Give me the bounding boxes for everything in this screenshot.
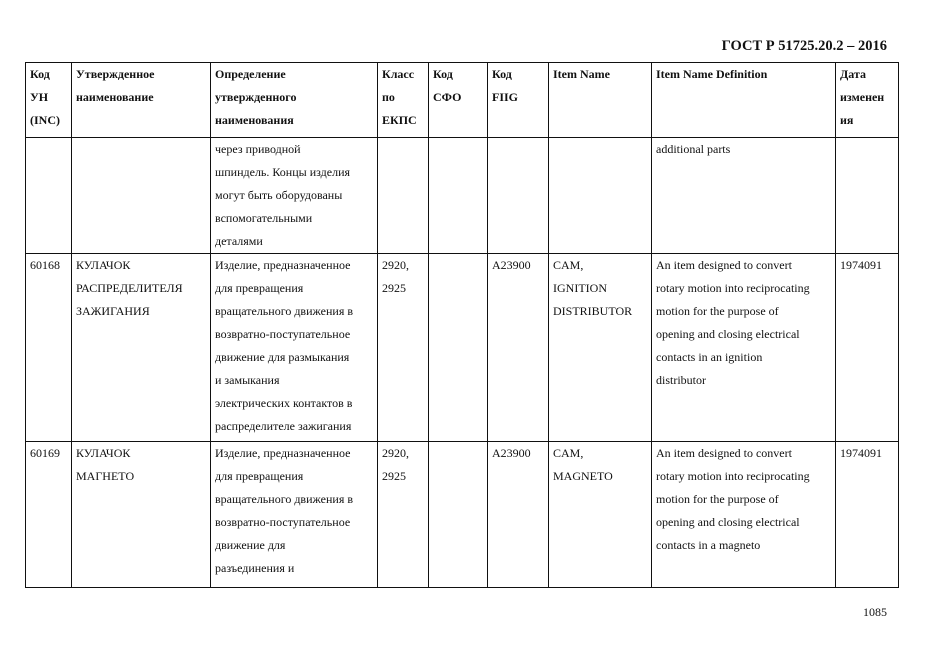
cell-approved-name: КУЛАЧОК РАСПРЕДЕЛИТЕЛЯ ЗАЖИГАНИЯ <box>72 254 211 442</box>
cell-change-date: 1974091 <box>836 254 899 442</box>
cell-change-date <box>836 138 899 254</box>
cell-definition: Изделие, предназначенное для превращения вращательного движения в возвратно-поступательное движение для размыкания и замыкания электрических контактов в распределителе зажигания <box>211 254 378 442</box>
table-row <box>26 254 899 442</box>
column-header-sfo-code: Код СФО <box>429 63 488 138</box>
cell-definition: Изделие, предназначенное для превращения вращательного движения в возвратно-поступательное движение для разъединения и <box>211 442 378 588</box>
document-standard-header: ГОСТ Р 51725.20.2 – 2016 <box>721 38 887 54</box>
cell-class: 2920, 2925 <box>378 442 429 588</box>
cell-approved-name: КУЛАЧОК МАГНЕТО <box>72 442 211 588</box>
column-header-change-date: Дата изменен ия <box>836 63 899 138</box>
column-header-fiig-code: Код FIIG <box>488 63 549 138</box>
cell-sfo-code <box>429 138 488 254</box>
cell-fiig-code: A23900 <box>488 442 549 588</box>
cell-approved-name <box>72 138 211 254</box>
cell-definition: через приводной шпиндель. Концы изделия могут быть оборудованы вспомогательными деталями <box>211 138 378 254</box>
nomenclature-table <box>25 62 899 588</box>
column-header-approved-name: Утвержденное наименование <box>72 63 211 138</box>
column-header-definition: Определение утвержденного наименования <box>211 63 378 138</box>
cell-fiig-code: A23900 <box>488 254 549 442</box>
table-row <box>26 138 899 254</box>
cell-class <box>378 138 429 254</box>
cell-class: 2920, 2925 <box>378 254 429 442</box>
cell-item-name-definition: An item designed to convert rotary motion into reciprocating motion for the purpose of opening and closing electrical contacts in a magneto <box>652 442 836 588</box>
cell-sfo-code <box>429 254 488 442</box>
cell-inc: 60168 <box>26 254 72 442</box>
cell-item-name <box>549 138 652 254</box>
cell-item-name: CAM, MAGNETO <box>549 442 652 588</box>
cell-inc <box>26 138 72 254</box>
table-row <box>26 442 899 588</box>
column-header-item-name: Item Name <box>549 63 652 138</box>
column-header-item-name-definition: Item Name Definition <box>652 63 836 138</box>
cell-item-name-definition: An item designed to convert rotary motion into reciprocating motion for the purpose of opening and closing electrical contacts in an ignition distributor <box>652 254 836 442</box>
table-header-row <box>26 63 899 138</box>
page-number: 1085 <box>863 605 887 619</box>
column-header-inc: Код УН (INC) <box>26 63 72 138</box>
cell-fiig-code <box>488 138 549 254</box>
cell-change-date: 1974091 <box>836 442 899 588</box>
cell-item-name: CAM, IGNITION DISTRIBUTOR <box>549 254 652 442</box>
column-header-class: Класс по ЕКПС <box>378 63 429 138</box>
cell-item-name-definition: additional parts <box>652 138 836 254</box>
cell-sfo-code <box>429 442 488 588</box>
cell-inc: 60169 <box>26 442 72 588</box>
